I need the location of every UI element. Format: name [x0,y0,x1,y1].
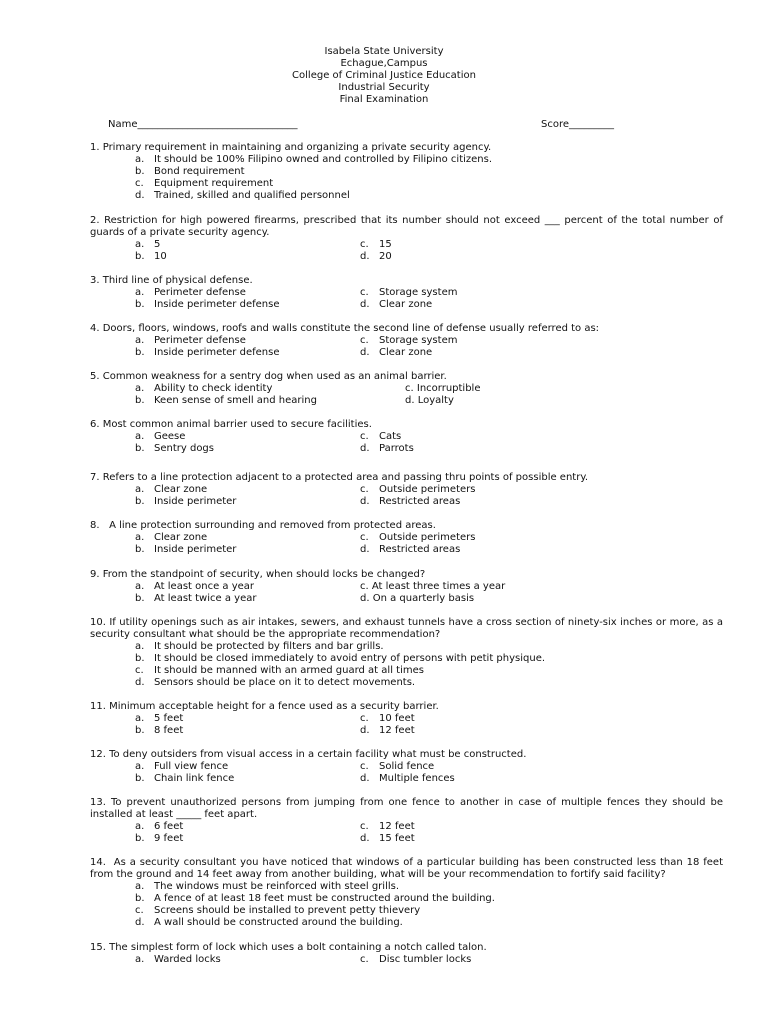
question-9 [90,569,723,604]
option-d: d. 12 feet [360,725,415,736]
option-d: d. Restricted areas [360,544,461,555]
option-b: b. At least twice a year [135,593,257,604]
question-12 [90,749,723,784]
option-b: b. Inside perimeter defense [135,299,280,310]
option-c: c. Storage system [360,335,458,346]
question-stem: 4. Doors, floors, windows, roofs and walls constitute the second line of defense usually referred to as: [90,323,600,334]
option-a: a. 5 [135,239,161,250]
option-a: a. Perimeter defense [135,335,246,346]
option-b: b. Chain link fence [135,773,235,784]
option-b: b. Inside perimeter [135,496,237,507]
question-3 [90,275,723,310]
option-a: a. Warded locks [135,954,221,965]
option-a: a. It should be protected by filters and bar grills. [135,641,384,652]
question-7 [90,472,723,507]
question-stem: 7. Refers to a line protection adjacent to a protected area and passing thru points of possible entry. [90,472,588,483]
campus-name: Echague,Campus [340,58,428,69]
question-stem: 15. The simplest form of lock which uses a bolt containing a notch called talon. [90,942,487,953]
question-8 [90,520,723,555]
college-name: College of Criminal Justice Education [292,70,476,81]
name-field: Name________________________________ [108,119,298,130]
option-d: d. Clear zone [360,347,433,358]
question-stem: 6. Most common animal barrier used to secure facilities. [90,419,372,430]
option-a: a. 6 feet [135,821,184,832]
option-a: a. It should be 100% Filipino owned and controlled by Filipino citizens. [135,154,493,165]
question-stem: 2. Restriction for high powered firearms, prescribed that its number should not exceed ___ percent of the total number of guards of a private security agency. [90,215,723,238]
question-10 [90,617,723,688]
option-c: c. Disc tumbler locks [360,954,472,965]
score-field: Score_________ [541,119,615,130]
option-a: a. The windows must be reinforced with steel grills. [135,881,400,892]
option-c: c. At least three times a year [360,581,506,592]
option-c: c. Cats [360,431,402,442]
course-name: Industrial Security [338,82,430,93]
option-d: d. 20 [360,251,392,262]
option-c: c. 12 feet [360,821,415,832]
question-stem: 9. From the standpoint of security, when should locks be changed? [90,569,426,580]
option-b: b. 10 [135,251,167,262]
option-b: b. 8 feet [135,725,184,736]
option-d: d. On a quarterly basis [360,593,475,604]
option-d: d. Trained, skilled and qualified personnel [135,190,350,201]
option-d: d. Sensors should be place on it to detect movements. [135,677,416,688]
question-stem: 1. Primary requirement in maintaining and organizing a private security agency. [90,142,492,153]
document-header [0,46,768,106]
option-d: d. A wall should be constructed around the building. [135,917,403,928]
option-c: c. Outside perimeters [360,532,476,543]
question-stem: 11. Minimum acceptable height for a fence used as a security barrier. [90,701,439,712]
question-5 [90,371,723,406]
option-a: a. Full view fence [135,761,229,772]
question-stem: 5. Common weakness for a sentry dog when used as an animal barrier. [90,371,447,382]
question-stem: 10. If utility openings such as air intakes, sewers, and exhaust tunnels have a cross section of ninety-six inches or more, as a security consultant what should be the appropriate recommendation? [90,617,723,640]
option-b: b. Inside perimeter defense [135,347,280,358]
option-a: a. Perimeter defense [135,287,246,298]
question-2 [90,215,723,262]
option-c: c. Incorruptible [405,383,481,394]
option-d: d. Restricted areas [360,496,461,507]
option-a: a. At least once a year [135,581,255,592]
option-c: c. 15 [360,239,392,250]
question-stem: 3. Third line of physical defense. [90,275,253,286]
question-4 [90,323,723,358]
option-b: b. Sentry dogs [135,443,214,454]
option-c: c. Screens should be installed to prevent petty thievery [135,905,421,916]
question-11 [90,701,723,736]
option-c: c. It should be manned with an armed guard at all times [135,665,424,676]
question-stem: 14. As a security consultant you have noticed that windows of a particular building has been constructed less than 18 feet from the ground and 14 feet away from another building, what will be your recommendation to fortify said facility? [90,857,727,880]
option-c: c. Outside perimeters [360,484,476,495]
option-a: a. Ability to check identity [135,383,273,394]
option-d: d. Clear zone [360,299,433,310]
exam-title: Final Examination [339,94,429,105]
option-c: c. Storage system [360,287,458,298]
university-name: Isabela State University [324,46,444,57]
question-15 [90,942,723,965]
question-14 [90,857,727,928]
option-b: b. Inside perimeter [135,544,237,555]
question-13 [90,797,723,844]
question-stem: 8. A line protection surrounding and removed from protected areas. [90,520,436,531]
option-d: d. Parrots [360,443,414,454]
option-a: a. Clear zone [135,532,208,543]
option-c: c. 10 feet [360,713,415,724]
option-d: d. Loyalty [405,395,454,406]
option-d: d. Multiple fences [360,773,455,784]
question-stem: 12. To deny outsiders from visual access in a certain facility what must be constructed. [90,749,527,760]
option-b: b. It should be closed immediately to avoid entry of persons with petit physique. [135,653,546,664]
option-b: b. A fence of at least 18 feet must be constructed around the building. [135,893,495,904]
option-c: c. Equipment requirement [135,178,274,189]
question-stem: 13. To prevent unauthorized persons from jumping from one fence to another in case of multiple fences they should be installed at least _____ feet apart. [90,797,723,820]
option-a: a. 5 feet [135,713,184,724]
option-a: a. Clear zone [135,484,208,495]
option-c: c. Solid fence [360,761,435,772]
question-1 [90,142,723,201]
option-b: b. 9 feet [135,833,184,844]
option-d: d. 15 feet [360,833,415,844]
option-b: b. Keen sense of smell and hearing [135,395,317,406]
question-6 [90,419,723,454]
option-b: b. Bond requirement [135,166,245,177]
option-a: a. Geese [135,431,186,442]
